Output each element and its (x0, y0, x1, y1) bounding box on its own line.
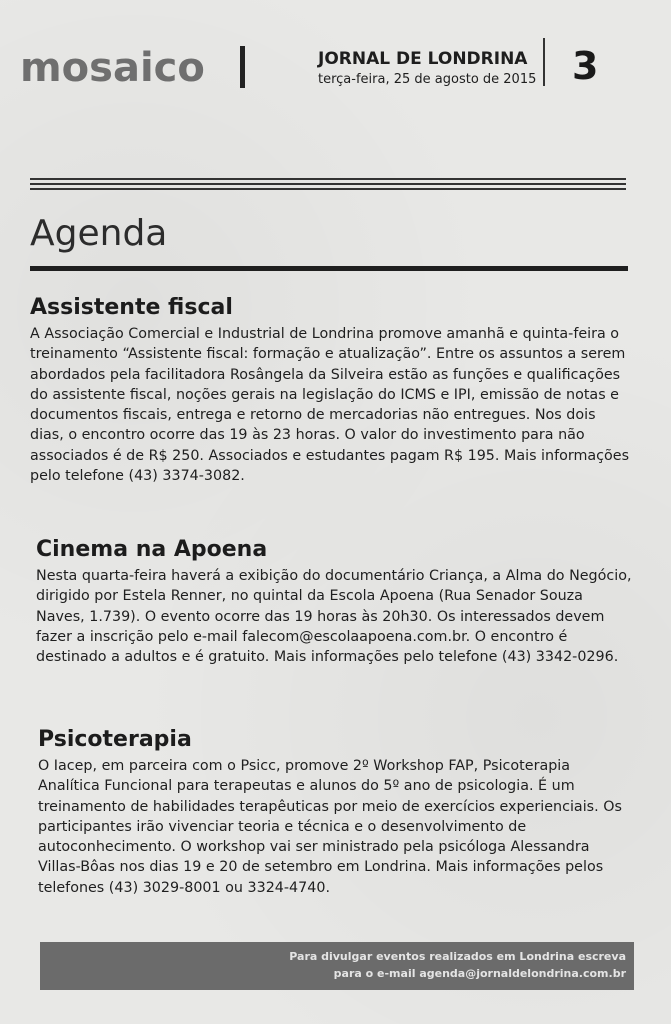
article-title: Psicoterapia (38, 727, 192, 752)
title-underline (30, 266, 628, 271)
decorative-rules (30, 178, 626, 193)
article-title: Cinema na Apoena (36, 537, 268, 562)
article-psicoterapia (38, 726, 632, 898)
footer-text (106, 948, 626, 982)
page-number: 3 (572, 44, 599, 88)
article-body: O Iacep, em parceira com o Psicc, promove 2º Workshop FAP, Psicoterapia Analítica Funcional para terapeutas e alunos do 5º ano de psicologia. É um treinamento de habilidades terapêuticas por meio de exercícios experienciais. Os participantes irão vivenciar teoria e técnica e o desenvolvimento de autoconhecimento. O workshop vai ser ministrado pela psicóloga Alessandra Villas-Bôas nos dias 19 e 20 de setembro em Londrina. Mais informações pelos telefones (43) 3029-8001 ou 3324-4740. (38, 758, 622, 896)
section-name: mosaico (20, 45, 205, 91)
article-body: A Associação Comercial e Industrial de Londrina promove amanhã e quinta-feira o treinamento “Assistente fiscal: formação e atualização”. Entre os assuntos a serem abordados pela facilitadora Rosângela da Silveira estão as funções e qualificações do assistente fiscal, noções gerais na legislação do ICMS e IPI, emissão de notas e documentos fiscais, entrega e retorno de mercadorias não entregues. Nos dois dias, o encontro ocorre das 19 às 23 horas. O valor do investimento para não associados é de R$ 250. Associados e estudantes pagam R$ 195. Mais informações pelo telefone (43) 3374-3082. (30, 326, 630, 485)
footer-banner (40, 942, 634, 990)
article-assistente-fiscal (30, 294, 630, 486)
article-body: Nesta quarta-feira haverá a exibição do documentário Criança, a Alma do Negócio, dirigido por Estela Renner, no quintal da Escola Apoena (Rua Senador Souza Naves, 1.739). O evento ocorre das 19 horas às 20h30. Os interessados devem fazer a inscrição pelo e-mail falecom@escolaapoena.com.br. O encontro é destinado a adultos e é gratuito. Mais informações pelo telefone (43) 3342-0296. (36, 568, 632, 666)
section-divider-bar (240, 46, 245, 88)
publication-date: terça-feira, 25 de agosto de 2015 (318, 72, 537, 87)
article-title: Assistente fiscal (30, 295, 233, 320)
article-cinema-na-apoena (36, 536, 632, 667)
header-divider (543, 38, 545, 86)
footer-line-1: Para divulgar eventos realizados em Londrina escreva (289, 950, 626, 963)
page-title: Agenda (30, 213, 168, 254)
journal-name: JORNAL DE LONDRINA (318, 49, 528, 69)
footer-line-2: para o e-mail agenda@jornaldelondrina.com.br (333, 967, 626, 980)
